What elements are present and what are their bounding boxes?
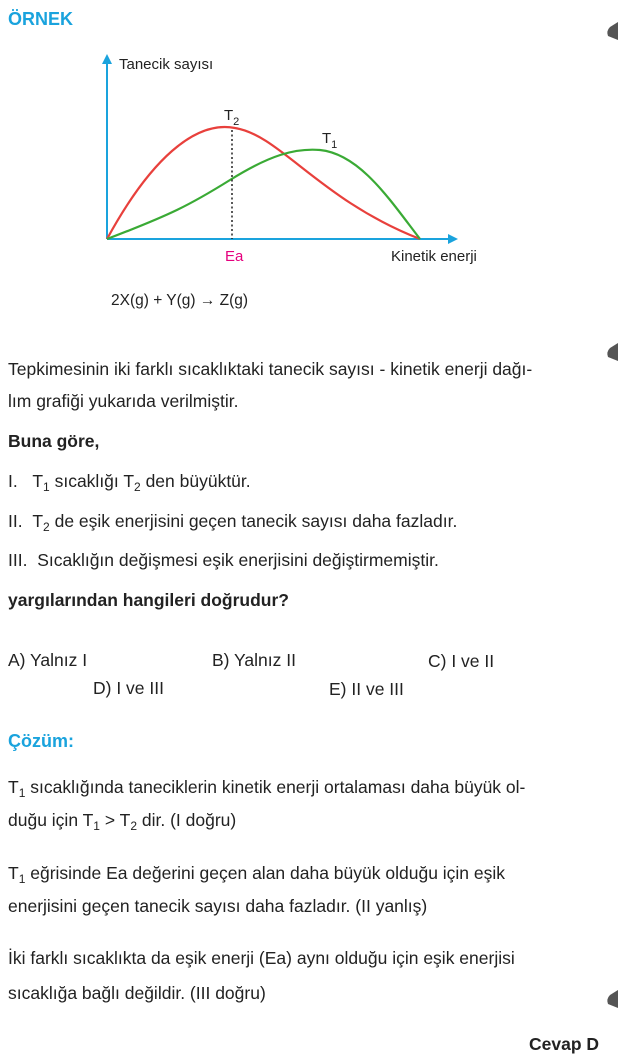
y-axis-label: Tanecik sayısı (119, 56, 214, 73)
solution-p1-line-2: duğu için $T_1 > T_2$ dir. (I doğru) (8, 810, 237, 833)
solution-p3-line-1: İki farklı sıcaklıkta da eşik enerji (Ea) aynı olduğu için eşik enerjisi (8, 948, 515, 968)
pen-mark-icon (604, 990, 618, 1008)
statement-number: III. (8, 550, 28, 570)
question-line-2: lım grafiği yukarıda verilmiştir. (8, 391, 239, 411)
x-axis-arrow-icon (448, 234, 458, 244)
solution-p1-line-1: $T_1$ sıcaklığında taneciklerin kinetik enerji ortalaması daha büyük ol- (8, 777, 526, 800)
solution-p2-line-2: enerjisini geçen tanecik sayısı daha fazladır. (II yanlış) (8, 896, 428, 916)
statement-number: I. (8, 471, 18, 491)
question-intro: Buna göre, (8, 431, 100, 451)
ea-label: Ea (225, 248, 244, 265)
pen-mark-icon (604, 22, 618, 40)
pen-mark-icon (604, 343, 618, 361)
option-c[interactable]: C) I ve II (428, 651, 495, 671)
solution-p2-line-1: $T_1$ eğrisinde Ea değerini geçen alan daha büyük olduğu için eşik (8, 863, 506, 886)
statement-2: II. $T_2$ de eşik enerjisini geçen tanecik sayısı daha fazladır. (8, 511, 458, 534)
question-prompt: yargılarından hangileri doğrudur? (8, 590, 289, 610)
option-a[interactable]: A) Yalnız I (8, 650, 88, 670)
solution-p3-line-2: sıcaklığa bağlı değildir. (III doğru) (8, 983, 266, 1003)
x-axis-label: Kinetik enerji (391, 248, 477, 265)
statement-number: II. (8, 511, 23, 531)
statement-1: I. $T_1$ sıcaklığı $T_2$ den büyüktür. (8, 471, 251, 494)
reaction-equation: 2X(g) + Y(g) → Z(g) (111, 292, 249, 309)
curve-t2 (107, 127, 420, 239)
curve-t1 (107, 150, 420, 239)
option-e[interactable]: E) II ve III (329, 679, 404, 699)
example-heading: ÖRNEK (8, 9, 74, 29)
question-line-1: Tepkimesinin iki farklı sıcaklıktaki tanecik sayısı - kinetik enerji dağı- (8, 359, 533, 379)
curve-t1-label: $T_1$ (322, 130, 338, 151)
statement-3: III. Sıcaklığın değişmesi eşik enerjisini değiştirmemiştir. (8, 550, 439, 570)
option-d[interactable]: D) I ve III (93, 678, 164, 698)
answer-label: Cevap D (529, 1034, 600, 1054)
y-axis-arrow-icon (102, 54, 112, 64)
solution-heading: Çözüm: (8, 731, 74, 751)
option-b[interactable]: B) Yalnız II (212, 650, 296, 670)
curve-t2-label: $T_2$ (224, 107, 240, 128)
distribution-graph (0, 50, 500, 270)
